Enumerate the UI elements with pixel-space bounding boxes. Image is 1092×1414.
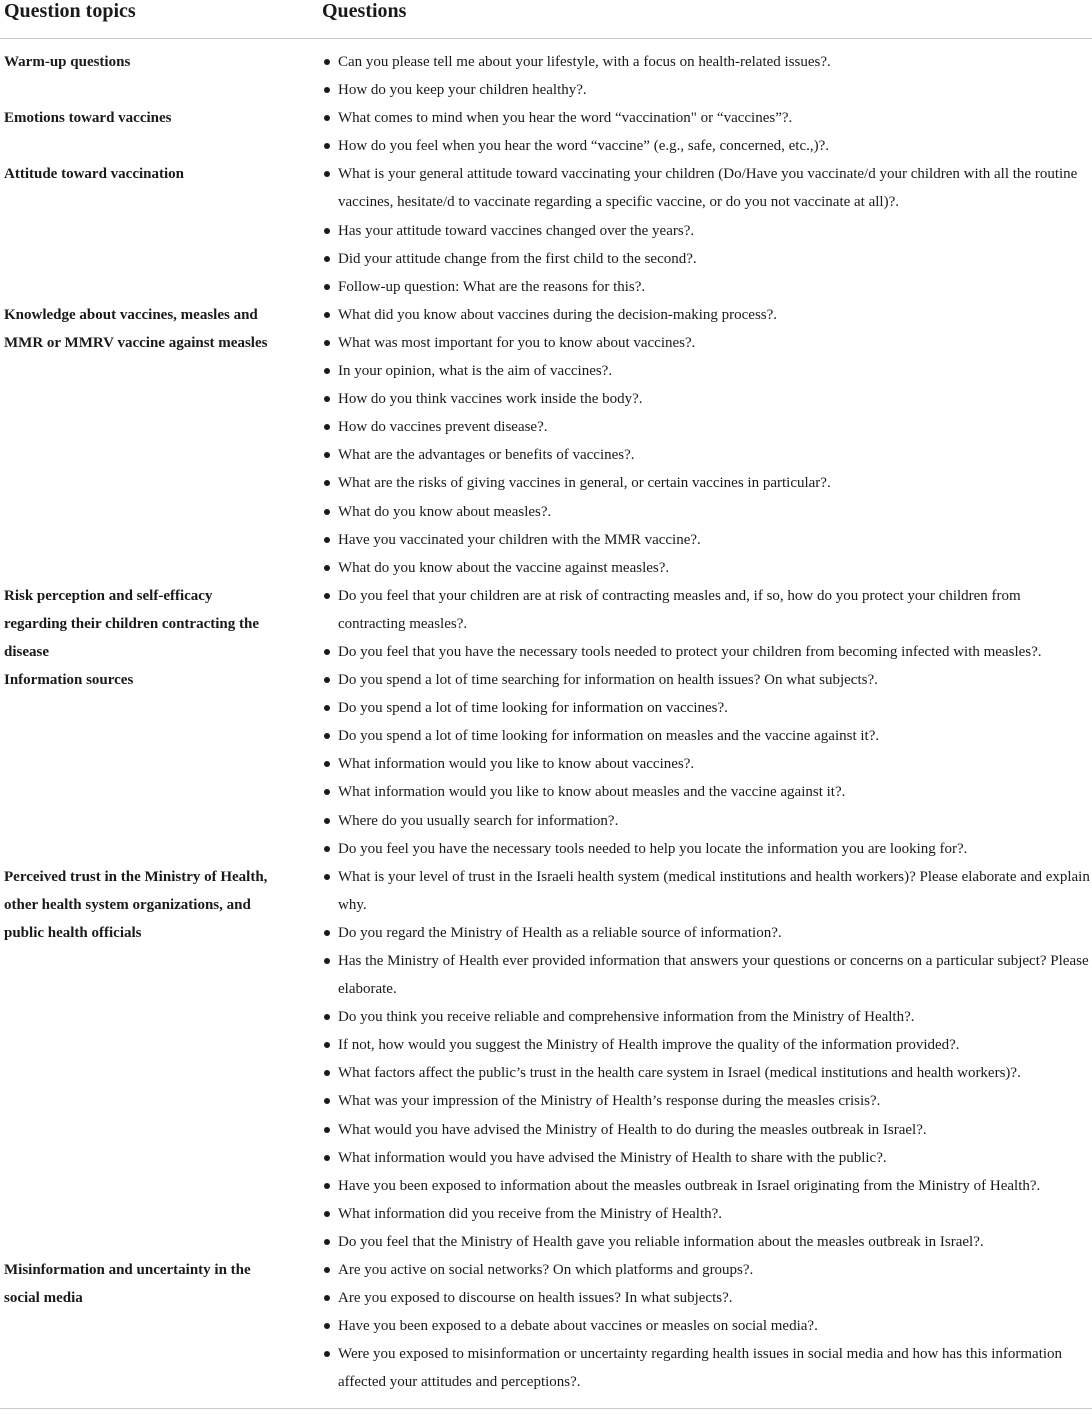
table-row	[0, 160, 1092, 300]
list-item	[322, 947, 1090, 1003]
bullet-icon	[324, 761, 330, 767]
list-item	[322, 217, 1090, 245]
list-item	[322, 245, 1090, 273]
list-item	[322, 1059, 1090, 1087]
list-item	[322, 301, 1090, 329]
question-text: What information did you receive from the Ministry of Health?.	[338, 1205, 723, 1222]
question-text: What information would you have advised the Ministry of Health to share with the public?.	[338, 1149, 887, 1166]
question-text: How do you think vaccines work inside the body?.	[338, 391, 643, 408]
bullet-icon	[324, 677, 330, 683]
list-item	[322, 357, 1090, 385]
question-text: If not, how would you suggest the Ministry of Health improve the quality of the information provided?.	[338, 1037, 960, 1054]
question-text: What would you have advised the Ministry of Health to do during the measles outbreak in Israel?.	[338, 1121, 927, 1138]
table-row	[0, 666, 1092, 863]
list-item	[322, 413, 1090, 441]
list-item	[322, 498, 1090, 526]
list-item	[322, 554, 1090, 582]
list-item	[322, 835, 1090, 863]
list-item	[322, 385, 1090, 413]
question-topic: Perceived trust in the Ministry of Health, other health system organizations, and public health officials	[4, 868, 268, 941]
list-item	[322, 1256, 1090, 1284]
question-text: What factors affect the public’s trust in the health care system in Israel (medical institutions and health workers)?.	[338, 1065, 1021, 1082]
bullet-icon	[324, 1014, 330, 1020]
list-item	[322, 666, 1090, 694]
question-topic: Warm-up questions	[4, 54, 131, 70]
list-item	[322, 722, 1090, 750]
question-text: What information would you like to know about measles and the vaccine against it?.	[338, 784, 846, 801]
list-item	[322, 1284, 1090, 1312]
bullet-icon	[324, 1183, 330, 1189]
bullet-icon	[324, 565, 330, 571]
list-item	[322, 469, 1090, 497]
question-text: What do you know about measles?.	[338, 503, 552, 520]
list-item	[322, 526, 1090, 554]
question-text: Do you feel that the Ministry of Health gave you reliable information about the measles outbreak in Israel?.	[338, 1233, 984, 1250]
bullet-icon	[324, 789, 330, 795]
question-text: Were you exposed to misinformation or uncertainty regarding health issues in social media and how has this information affected your attitudes and perceptions?.	[338, 1346, 1063, 1391]
bullet-icon	[324, 846, 330, 852]
question-text: How do you feel when you hear the word “vaccine” (e.g., safe, concerned, etc.,)?.	[338, 138, 830, 155]
question-text: Are you active on social networks? On which platforms and groups?.	[338, 1262, 754, 1279]
question-text: Has the Ministry of Health ever provided information that answers your questions or concerns on a particular subject? Please elaborate.	[338, 953, 1089, 998]
list-item	[322, 1116, 1090, 1144]
bullet-icon	[324, 256, 330, 262]
list-item	[322, 160, 1090, 216]
bullet-icon	[324, 1295, 330, 1301]
question-text: What are the advantages or benefits of vaccines?.	[338, 447, 635, 464]
question-list	[322, 582, 1090, 666]
question-list	[322, 160, 1090, 300]
question-text: Can you please tell me about your lifestyle, with a focus on health-related issues?.	[338, 54, 831, 70]
table-row	[0, 301, 1092, 582]
bullet-icon	[324, 424, 330, 430]
list-item	[322, 694, 1090, 722]
question-text: Do you spend a lot of time looking for information on vaccines?.	[338, 700, 728, 717]
bullet-icon	[324, 649, 330, 655]
question-text: What was most important for you to know about vaccines?.	[338, 334, 696, 351]
bullet-icon	[324, 818, 330, 824]
bullet-icon	[324, 1127, 330, 1133]
bullet-icon	[324, 593, 330, 599]
question-text: Did your attitude change from the first child to the second?.	[338, 250, 697, 267]
bullet-icon	[324, 537, 330, 543]
question-list	[322, 863, 1090, 1256]
question-text: Do you spend a lot of time looking for information on measles and the vaccine against it?.	[338, 728, 880, 745]
question-text: What is your level of trust in the Israeli health system (medical institutions and health workers)? Please elaborate and explain why.	[338, 868, 1090, 913]
bullet-icon	[324, 284, 330, 290]
question-text: Has your attitude toward vaccines changed over the years?.	[338, 222, 695, 239]
question-text: Are you exposed to discourse on health issues? In what subjects?.	[338, 1290, 733, 1307]
list-item	[322, 1144, 1090, 1172]
question-topic: Attitude toward vaccination	[4, 166, 184, 183]
question-text: What is your general attitude toward vaccinating your children (Do/Have you vaccinate/d your children with all the routine vaccines, hesitate/d to vaccinate regarding a specific vaccine, or do you not vaccinate at all)?.	[338, 166, 1078, 211]
question-list	[322, 1256, 1090, 1396]
list-item	[322, 132, 1090, 160]
question-text: What did you know about vaccines during the decision-making process?.	[338, 306, 778, 323]
question-topic: Knowledge about vaccines, measles and MMR or MMRV vaccine against measles	[4, 306, 268, 351]
question-list	[322, 301, 1090, 582]
question-text: What was your impression of the Ministry of Health’s response during the measles crisis?.	[338, 1093, 881, 1110]
bullet-icon	[324, 733, 330, 739]
column-header-topics: Question topics	[4, 0, 136, 22]
question-text: Where do you usually search for information?.	[338, 812, 619, 829]
bullet-icon	[324, 87, 330, 93]
bullet-icon	[324, 1239, 330, 1245]
bullet-icon	[324, 171, 330, 177]
list-item	[322, 1087, 1090, 1115]
bullet-icon	[324, 1323, 330, 1329]
list-item	[322, 48, 1090, 76]
list-item	[322, 76, 1090, 104]
question-list	[322, 48, 1090, 104]
bullet-icon	[324, 1042, 330, 1048]
bullet-icon	[324, 115, 330, 121]
table-row	[0, 863, 1092, 1256]
list-item	[322, 273, 1090, 301]
question-text: Do you spend a lot of time searching for information on health issues? On what subjects?.	[338, 672, 878, 689]
table-row	[0, 582, 1092, 666]
bullet-icon	[324, 509, 330, 515]
question-text: Have you been exposed to a debate about vaccines or measles on social media?.	[338, 1318, 818, 1335]
bullet-icon	[324, 958, 330, 964]
question-list	[322, 104, 1090, 160]
table-header	[0, 0, 1092, 39]
list-item	[322, 863, 1090, 919]
question-text: Do you feel you have the necessary tools needed to help you locate the information you are looking for?.	[338, 840, 968, 857]
list-item	[322, 807, 1090, 835]
bullet-icon	[324, 1211, 330, 1217]
table-body	[0, 48, 1092, 1397]
bullet-icon	[324, 1267, 330, 1273]
question-topic: Emotions toward vaccines	[4, 110, 172, 127]
list-item	[322, 1228, 1090, 1256]
list-item	[322, 1172, 1090, 1200]
question-text: In your opinion, what is the aim of vaccines?.	[338, 363, 613, 380]
list-item	[322, 778, 1090, 806]
question-topic: Misinformation and uncertainty in the social media	[4, 1262, 251, 1307]
bullet-icon	[324, 340, 330, 346]
list-item	[322, 582, 1090, 638]
question-text: What comes to mind when you hear the word “vaccination" or “vaccines”?.	[338, 110, 793, 127]
bullet-icon	[324, 1070, 330, 1076]
bullet-icon	[324, 705, 330, 711]
question-text: What information would you like to know about vaccines?.	[338, 756, 695, 773]
table-bottom-rule	[0, 1408, 1092, 1409]
list-item	[322, 750, 1090, 778]
question-text: Do you feel that your children are at risk of contracting measles and, if so, how do you protect your children from contracting measles?.	[338, 587, 1021, 632]
bullet-icon	[324, 59, 330, 65]
bullet-icon	[324, 1098, 330, 1104]
bullet-icon	[324, 480, 330, 486]
bullet-icon	[324, 368, 330, 374]
question-text: Do you think you receive reliable and comprehensive information from the Ministry of Health?.	[338, 1009, 915, 1026]
question-text: What are the risks of giving vaccines in general, or certain vaccines in particular?.	[338, 475, 831, 492]
bullet-icon	[324, 312, 330, 318]
bullet-icon	[324, 930, 330, 936]
question-text: Have you vaccinated your children with the MMR vaccine?.	[338, 531, 701, 548]
table-row	[0, 104, 1092, 160]
bullet-icon	[324, 396, 330, 402]
list-item	[322, 329, 1090, 357]
list-item	[322, 1031, 1090, 1059]
question-text: What do you know about the vaccine against measles?.	[338, 559, 670, 576]
bullet-icon	[324, 143, 330, 149]
list-item	[322, 1340, 1090, 1396]
table-row	[0, 1256, 1092, 1396]
question-text: Have you been exposed to information about the measles outbreak in Israel originating from the Ministry of Health?.	[338, 1177, 1041, 1194]
bullet-icon	[324, 1155, 330, 1161]
question-text: Do you feel that you have the necessary tools needed to protect your children from becoming infected with measles?.	[338, 643, 1042, 660]
list-item	[322, 1003, 1090, 1031]
bullet-icon	[324, 874, 330, 880]
list-item	[322, 441, 1090, 469]
question-text: How do vaccines prevent disease?.	[338, 419, 548, 436]
question-topic: Risk perception and self-efficacy regarding their children contracting the disease	[4, 587, 259, 660]
list-item	[322, 1200, 1090, 1228]
list-item	[322, 638, 1090, 666]
question-list	[322, 666, 1090, 863]
bullet-icon	[324, 228, 330, 234]
list-item	[322, 104, 1090, 132]
column-header-questions: Questions	[322, 0, 407, 22]
question-text: How do you keep your children healthy?.	[338, 82, 587, 99]
bullet-icon	[324, 452, 330, 458]
question-text: Do you regard the Ministry of Health as a reliable source of information?.	[338, 924, 782, 941]
table-row	[0, 48, 1092, 104]
bullet-icon	[324, 1351, 330, 1357]
question-topic: Information sources	[4, 672, 134, 689]
list-item	[322, 919, 1090, 947]
list-item	[322, 1312, 1090, 1340]
question-text: Follow-up question: What are the reasons for this?.	[338, 278, 646, 295]
